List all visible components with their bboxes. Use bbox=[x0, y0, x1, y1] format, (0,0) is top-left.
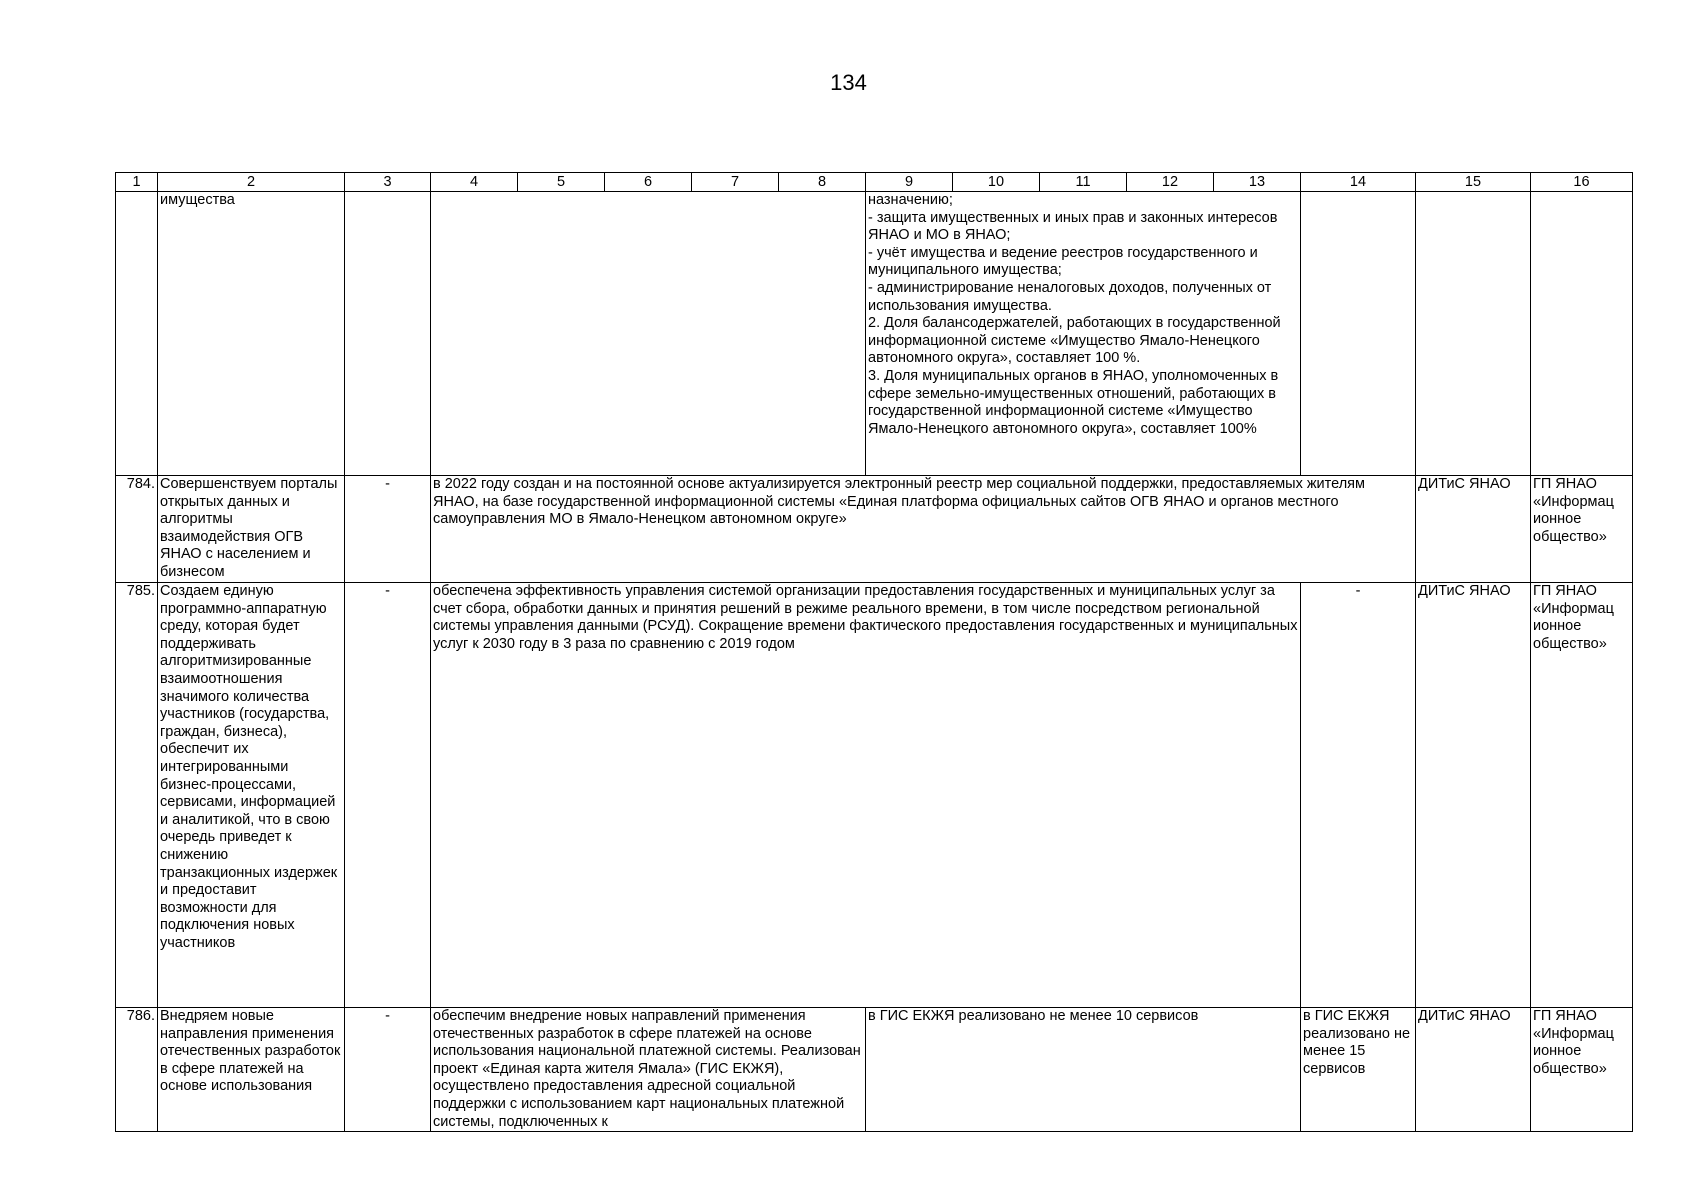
col-header-7: 7 bbox=[692, 173, 779, 192]
result-cell-4-8 bbox=[431, 192, 866, 476]
col-header-12: 12 bbox=[1127, 173, 1214, 192]
col-header-9: 9 bbox=[866, 173, 953, 192]
col3-cell: - bbox=[345, 476, 431, 583]
measure-name-cell: имущества bbox=[158, 192, 345, 476]
responsible-cell: ДИТиС ЯНАО bbox=[1416, 1008, 1531, 1132]
row-number-cell: 786. bbox=[116, 1008, 158, 1132]
row-number-cell: 784. bbox=[116, 476, 158, 583]
result-cell-9-13: назначению; - защита имущественных и иных прав и законных интересов ЯНАО и МО в ЯНАО; - учёт имущества и ведение реестров государственного и муниципального имущества; - администрирование неналоговых доходов, полученных от использования имущества. 2. Доля балансодержателей, работающих в государственной информационной системе «Имущество Ямало-Ненецкого автономного округа», составляет 100 %. 3. Доля муниципальных органов в ЯНАО, уполномоченных в сфере земельно-имущественных отношений, работающих в государственной информационной системе «Имущество Ямало-Ненецкого автономного округа», составляет 100% bbox=[866, 192, 1301, 476]
measure-name-text: Внедряем новые направления применения отечественных разработок в сфере платежей на основе использования bbox=[160, 1008, 341, 1095]
table-row-785 bbox=[116, 583, 1633, 1008]
table-row-786 bbox=[116, 1008, 1633, 1132]
responsible-cell: ДИТиС ЯНАО bbox=[1416, 583, 1531, 1008]
program-cell: ГП ЯНАО «Информац ионное общество» bbox=[1531, 1008, 1633, 1132]
col3-cell: - bbox=[345, 1008, 431, 1132]
table-row-784 bbox=[116, 476, 1633, 583]
col-header-15: 15 bbox=[1416, 173, 1531, 192]
col3-cell: - bbox=[345, 583, 431, 1008]
col-header-11: 11 bbox=[1040, 173, 1127, 192]
col-header-14: 14 bbox=[1301, 173, 1416, 192]
row-number-cell: 785. bbox=[116, 583, 158, 1008]
col-header-3: 3 bbox=[345, 173, 431, 192]
column-number-header bbox=[116, 173, 1633, 192]
responsible-cell: ДИТиС ЯНАО bbox=[1416, 476, 1531, 583]
table-row-continuation bbox=[116, 192, 1633, 476]
page-number: 134 bbox=[830, 70, 867, 95]
result-text-4-8: обеспечим внедрение новых направлений применения отечественных разработок в сфере платежей на основе использования национальной платежной системы. Реализован проект «Единая карта жителя Ямала» (ГИС ЕКЖЯ), осуществлено предоставления адресной социальной поддержки с использованием карт национальных платежной системы, подключенных к bbox=[433, 1008, 861, 1130]
col3-cell bbox=[345, 192, 431, 476]
measure-name-cell: Совершенствуем порталы открытых данных и алгоритмы взаимодействия ОГВ ЯНАО с населением и бизнесом bbox=[158, 476, 345, 583]
col-header-10: 10 bbox=[953, 173, 1040, 192]
col-header-4: 4 bbox=[431, 173, 518, 192]
result-cell-9-13: в ГИС ЕКЖЯ реализовано не менее 10 сервисов bbox=[866, 1008, 1301, 1132]
responsible-cell bbox=[1416, 192, 1531, 476]
result-cell-4-8 bbox=[431, 1008, 866, 1132]
col-header-13: 13 bbox=[1214, 173, 1301, 192]
col-header-1: 1 bbox=[116, 173, 158, 192]
col14-cell bbox=[1301, 192, 1416, 476]
measure-name-cell: Создаем единую программно-аппаратную среду, которая будет поддерживать алгоритмизированные взаимоотношения значимого количества участников (государства, граждан, бизнеса), обеспечит их интегрированными бизнес-процессами, сервисами, информацией и аналитикой, что в свою очередь приведет к снижению транзакционных издержек и предоставит возможности для подключения новых участников bbox=[158, 583, 345, 1008]
result-cell: в 2022 году создан и на постоянной основе актуализируется электронный реестр мер социальной поддержки, предоставляемых жителям ЯНАО, на базе государственной информационной системы «Единая платформа официальных сайтов ОГВ ЯНАО и органов местного самоуправления МО в Ямало-Ненецком автономном округе» bbox=[431, 476, 1416, 583]
program-cell: ГП ЯНАО «Информац ионное общество» bbox=[1531, 583, 1633, 1008]
col-header-5: 5 bbox=[518, 173, 605, 192]
col-header-16: 16 bbox=[1531, 173, 1633, 192]
col14-cell: - bbox=[1301, 583, 1416, 1008]
col14-cell: в ГИС ЕКЖЯ реализовано не менее 15 сервисов bbox=[1301, 1008, 1416, 1132]
program-cell: ГП ЯНАО «Информац ионное общество» bbox=[1531, 476, 1633, 583]
col-header-8: 8 bbox=[779, 173, 866, 192]
col-header-2: 2 bbox=[158, 173, 345, 192]
program-cell bbox=[1531, 192, 1633, 476]
result-cell: обеспечена эффективность управления системой организации предоставления государственных и муниципальных услуг за счет сбора, обработки данных и принятия решений в режиме реального времени, в том числе посредством региональной системы управления данными (РСУД). Сокращение времени фактического предоставления государственных и муниципальных услуг к 2030 году в 3 раза по сравнению с 2019 годом bbox=[431, 583, 1301, 1008]
row-number-cell bbox=[116, 192, 158, 476]
measure-name-cell bbox=[158, 1008, 345, 1132]
plan-table bbox=[115, 172, 1633, 1132]
col-header-6: 6 bbox=[605, 173, 692, 192]
